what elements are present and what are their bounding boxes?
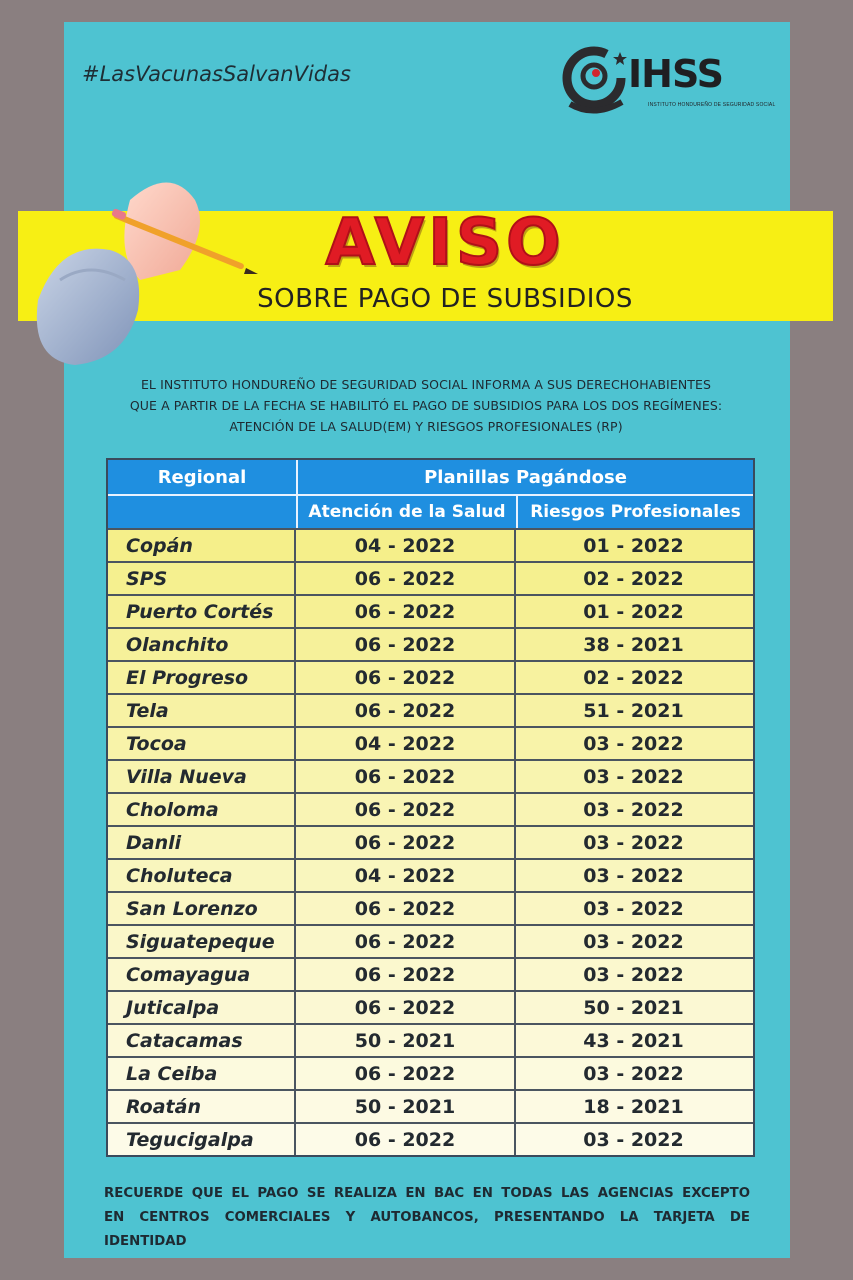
header-regional: Regional: [108, 460, 298, 494]
atencion-salud-cell: 06 - 2022: [296, 794, 516, 825]
riesgos-profesionales-cell: 50 - 2021: [583, 996, 684, 1019]
header-riesgos-profesionales: Riesgos Profesionales: [518, 494, 753, 528]
table-body: [108, 528, 753, 1155]
regional-cell: Siguatepeque: [108, 926, 296, 957]
riesgos-profesionales-cell: 51 - 2021: [583, 699, 684, 722]
riesgos-profesionales-cell: 18 - 2021: [583, 1095, 684, 1118]
atencion-salud-cell: 04 - 2022: [296, 530, 516, 561]
riesgos-profesionales-cell: 01 - 2022: [583, 534, 684, 557]
table-row: [108, 561, 753, 594]
regional-cell: Choloma: [108, 794, 296, 825]
header-blank: [108, 494, 298, 528]
table-row: [108, 924, 753, 957]
atencion-salud-cell: 06 - 2022: [296, 827, 516, 858]
regional-cell: Tocoa: [108, 728, 296, 759]
table-row: [108, 858, 753, 891]
regional-cell: Tela: [108, 695, 296, 726]
atencion-salud-cell: 06 - 2022: [296, 926, 516, 957]
header-planillas: Planillas Pagándose: [424, 466, 627, 488]
footer-line-2: EN CENTROS COMERCIALES Y AUTOBANCOS, PRESENTANDO LA TARJETA DE IDENTIDAD: [104, 1210, 750, 1249]
atencion-salud-cell: 04 - 2022: [296, 860, 516, 891]
intro-line-3: ATENCIÓN DE LA SALUD(EM) Y RIESGOS PROFESIONALES (RP): [229, 419, 623, 434]
regional-cell: El Progreso: [108, 662, 296, 693]
riesgos-profesionales-cell: 01 - 2022: [583, 600, 684, 623]
table-row: [108, 825, 753, 858]
logo-name: IHSS: [628, 52, 723, 96]
regional-cell: Puerto Cortés: [108, 596, 296, 627]
riesgos-profesionales-cell: 03 - 2022: [583, 963, 684, 986]
regional-cell: San Lorenzo: [108, 893, 296, 924]
regional-cell: Juticalpa: [108, 992, 296, 1023]
table-row: [108, 1122, 753, 1155]
atencion-salud-cell: 50 - 2021: [296, 1025, 516, 1056]
aviso-subtitle: SOBRE PAGO DE SUBSIDIOS: [257, 284, 633, 314]
table-row: [108, 1089, 753, 1122]
riesgos-profesionales-cell: 03 - 2022: [583, 765, 684, 788]
atencion-salud-cell: 04 - 2022: [296, 728, 516, 759]
regional-cell: Catacamas: [108, 1025, 296, 1056]
riesgos-profesionales-cell: 03 - 2022: [583, 732, 684, 755]
atencion-salud-cell: 06 - 2022: [296, 1124, 516, 1155]
riesgos-profesionales-cell: 38 - 2021: [583, 633, 684, 656]
atencion-salud-cell: 06 - 2022: [296, 563, 516, 594]
hashtag: #LasVacunasSalvanVidas: [82, 62, 351, 86]
hand-pencil-icon: [20, 160, 260, 370]
table-row: [108, 726, 753, 759]
riesgos-profesionales-cell: 02 - 2022: [583, 567, 684, 590]
footer-note: [104, 1182, 750, 1254]
table-row: [108, 792, 753, 825]
table-row: [108, 627, 753, 660]
table-row: [108, 990, 753, 1023]
atencion-salud-cell: 06 - 2022: [296, 959, 516, 990]
aviso-title: AVISO: [325, 206, 565, 280]
table-row: [108, 693, 753, 726]
atencion-salud-cell: 06 - 2022: [296, 695, 516, 726]
table-row: [108, 759, 753, 792]
header-atencion-salud: Atención de la Salud: [298, 494, 518, 528]
riesgos-profesionales-cell: 03 - 2022: [583, 798, 684, 821]
regional-cell: Comayagua: [108, 959, 296, 990]
regional-cell: Danli: [108, 827, 296, 858]
payments-table: [106, 458, 755, 1157]
table-row: [108, 594, 753, 627]
table-row: [108, 891, 753, 924]
ihss-logo: [560, 46, 776, 118]
intro-text: [100, 374, 752, 437]
ihss-emblem-icon: [560, 46, 630, 118]
atencion-salud-cell: 06 - 2022: [296, 893, 516, 924]
atencion-salud-cell: 06 - 2022: [296, 596, 516, 627]
regional-cell: Villa Nueva: [108, 761, 296, 792]
footer-line-1: RECUERDE QUE EL PAGO SE REALIZA EN BAC EN TODAS LAS AGENCIAS EXCEPTO: [104, 1186, 750, 1201]
regional-cell: Olanchito: [108, 629, 296, 660]
table-row: [108, 528, 753, 561]
regional-cell: SPS: [108, 563, 296, 594]
table-row: [108, 957, 753, 990]
riesgos-profesionales-cell: 03 - 2022: [583, 897, 684, 920]
table-row: [108, 660, 753, 693]
regional-cell: Roatán: [108, 1091, 296, 1122]
atencion-salud-cell: 06 - 2022: [296, 992, 516, 1023]
atencion-salud-cell: 06 - 2022: [296, 1058, 516, 1089]
atencion-salud-cell: 50 - 2021: [296, 1091, 516, 1122]
atencion-salud-cell: 06 - 2022: [296, 662, 516, 693]
logo-subtitle: INSTITUTO HONDUREÑO DE SEGURIDAD SOCIAL: [648, 102, 776, 108]
riesgos-profesionales-cell: 03 - 2022: [583, 864, 684, 887]
regional-cell: La Ceiba: [108, 1058, 296, 1089]
riesgos-profesionales-cell: 02 - 2022: [583, 666, 684, 689]
regional-cell: Copán: [108, 530, 296, 561]
riesgos-profesionales-cell: 03 - 2022: [583, 930, 684, 953]
regional-cell: Tegucigalpa: [108, 1124, 296, 1155]
atencion-salud-cell: 06 - 2022: [296, 761, 516, 792]
table-row: [108, 1023, 753, 1056]
table-row: [108, 1056, 753, 1089]
riesgos-profesionales-cell: 03 - 2022: [583, 1062, 684, 1085]
riesgos-profesionales-cell: 43 - 2021: [583, 1029, 684, 1052]
atencion-salud-cell: 06 - 2022: [296, 629, 516, 660]
riesgos-profesionales-cell: 03 - 2022: [583, 831, 684, 854]
table-header-row-2: [108, 494, 753, 528]
table-header-row-1: [108, 460, 753, 494]
intro-line-2: QUE A PARTIR DE LA FECHA SE HABILITÓ EL PAGO DE SUBSIDIOS PARA LOS DOS REGÍMENES:: [129, 398, 723, 413]
riesgos-profesionales-cell: 03 - 2022: [583, 1128, 684, 1151]
regional-cell: Choluteca: [108, 860, 296, 891]
intro-line-1: EL INSTITUTO HONDUREÑO DE SEGURIDAD SOCIAL INFORMA A SUS DERECHOHABIENTES: [140, 377, 712, 392]
